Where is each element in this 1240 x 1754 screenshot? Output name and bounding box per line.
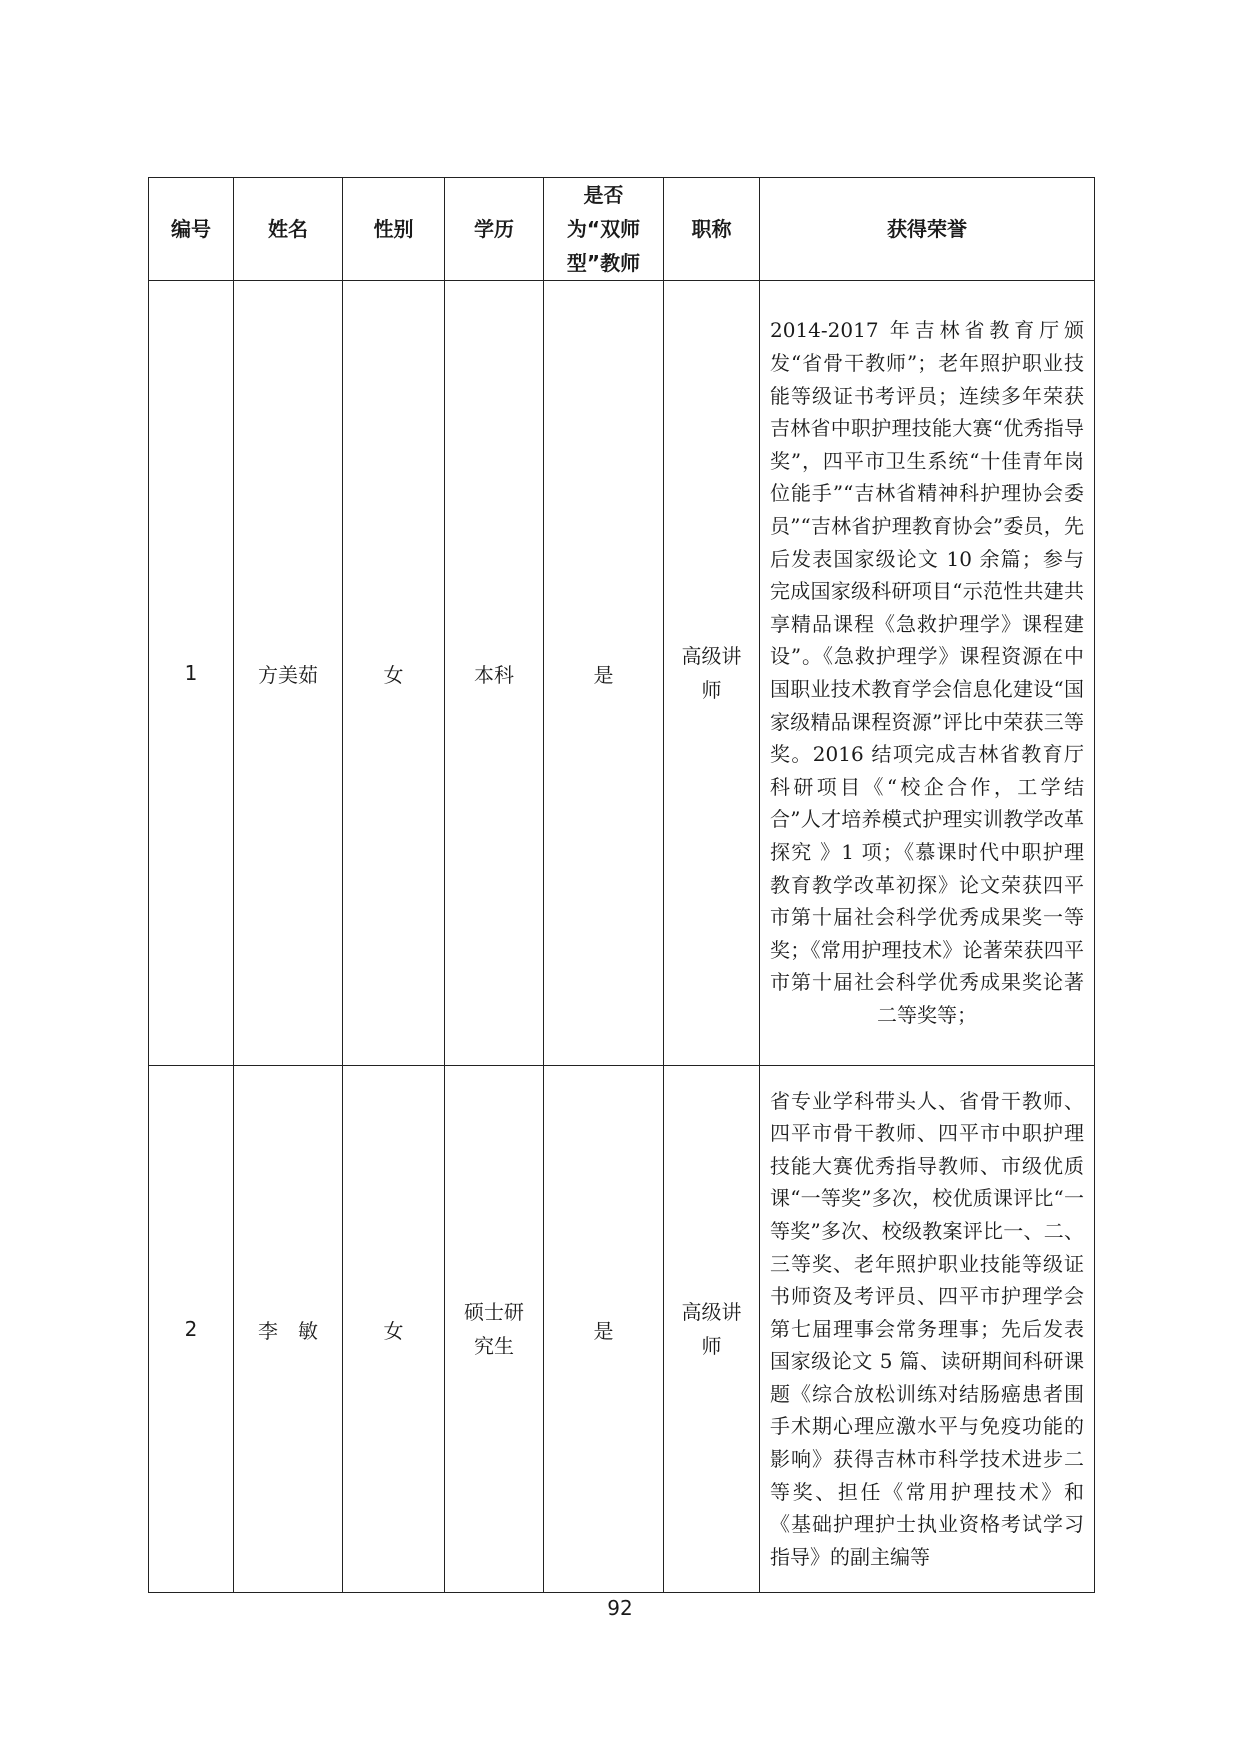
- header-title: 职称: [664, 178, 760, 281]
- cell-title-text: 高级讲师: [681, 1300, 742, 1358]
- cell-honors: 2014-2017 年吉林省教育厅颁发“省骨干教师”；老年照护职业技能等级证书考评员；连续多年荣获吉林省中职护理技能大赛“优秀指导奖”，四平市卫生系统“十佳青年岗位能手”“吉林省精神科护理协会委员”“吉林省护理教育协会”委员，先后发表国家级论文 10 余篇；参与完成国家级科研项目“示范性共建共享精品课程《急救护理学》课程建设”。《急救护理学》课程资源在中国职业技术教育学会信息化建设“国家级精品课程资源”评比中荣获三等奖。2016 结项完成吉林省教育厅科研项目《“校企合作，工学结合”人才培养模式护理实训教学改革探究 》1 项；《慕课时代中职护理教育教学改革初探》论文荣获四平市第十届社会科学优秀成果奖一等奖；《常用护理技术》论著荣获四平市第十届社会科学优秀成果奖论著二等奖等；: [760, 281, 1095, 1066]
- cell-education: 本科: [445, 281, 544, 1066]
- cell-title: [664, 281, 760, 1066]
- cell-education-text: 硕士研究生: [464, 1300, 524, 1358]
- cell-dual-teacher: 是: [544, 1066, 664, 1593]
- header-education: 学历: [445, 178, 544, 281]
- header-gender: 性别: [343, 178, 445, 281]
- cell-title-text: 高级讲师: [681, 644, 742, 702]
- header-honors: 获得荣誉: [760, 178, 1095, 281]
- teacher-honors-table: [148, 177, 1095, 1593]
- cell-number: 2: [149, 1066, 234, 1593]
- cell-dual-teacher: 是: [544, 281, 664, 1066]
- cell-title: [664, 1066, 760, 1593]
- cell-name: 李 敏: [234, 1066, 343, 1593]
- cell-education: [445, 1066, 544, 1593]
- header-name: 姓名: [234, 178, 343, 281]
- page-number: 92: [607, 1596, 633, 1620]
- table-row: [149, 1066, 1095, 1593]
- cell-gender: 女: [343, 1066, 445, 1593]
- header-number: 编号: [149, 178, 234, 281]
- cell-name: 方美茹: [234, 281, 343, 1066]
- table-row: [149, 281, 1095, 1066]
- cell-number: 1: [149, 281, 234, 1066]
- header-dual-teacher-label: 是否为“双师型”教师: [566, 183, 641, 275]
- cell-gender: 女: [343, 281, 445, 1066]
- cell-honors: 省专业学科带头人、省骨干教师、四平市骨干教师、四平市中职护理技能大赛优秀指导教师、市级优质课“一等奖”多次，校优质课评比“一等奖”多次、校级教案评比一、二、三等奖、老年照护职业技能等级证书师资及考评员、四平市护理学会第七届理事会常务理事；先后发表国家级论文 5 篇、读研期间科研课题《综合放松训练对结肠癌患者围手术期心理应激水平与免疫功能的影响》获得吉林市科学技术进步二等奖、担任《常用护理技术》和《基础护理护士执业资格考试学习指导》的副主编等: [760, 1066, 1095, 1593]
- header-dual-teacher: [544, 178, 664, 281]
- table-header-row: [149, 178, 1095, 281]
